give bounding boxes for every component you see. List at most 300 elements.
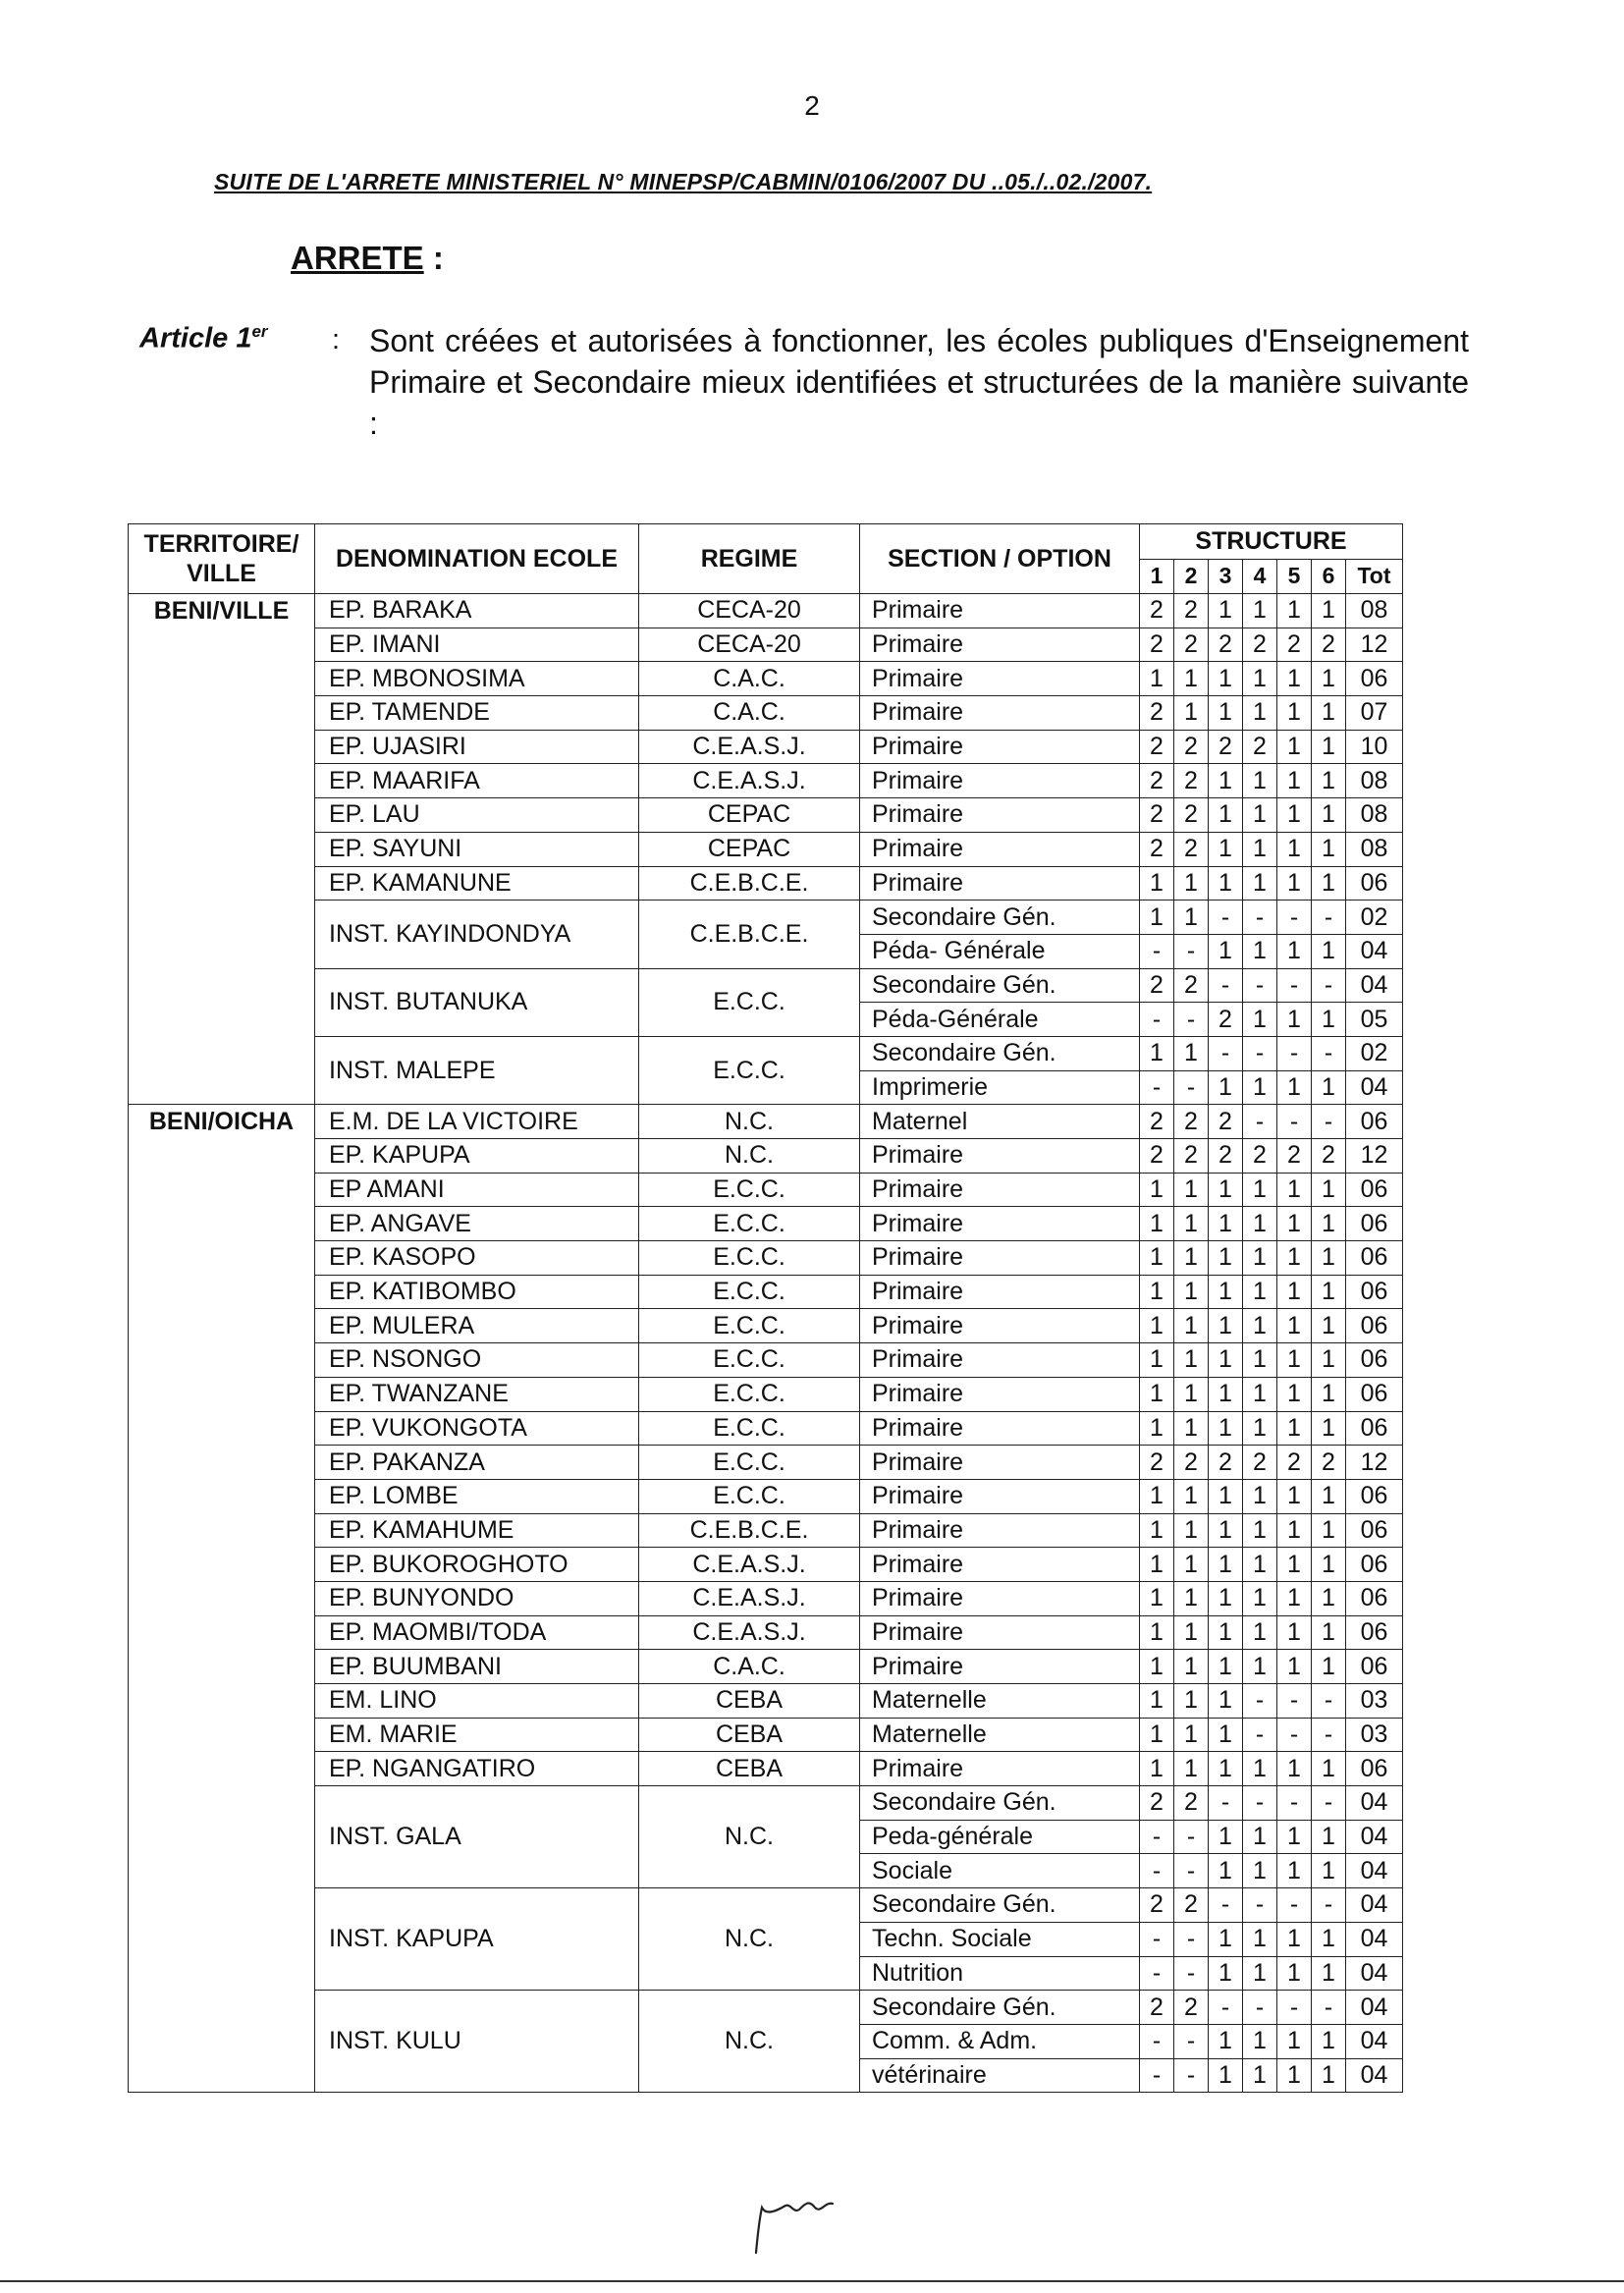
- structure-total: 08: [1346, 832, 1403, 866]
- structure-level-5: 1: [1277, 1820, 1312, 1854]
- table-row: [129, 1173, 1403, 1207]
- section-option: Primaire: [860, 594, 1140, 628]
- structure-level-1: 1: [1140, 1173, 1174, 1207]
- school-name: EP. MAARIFA: [315, 764, 639, 798]
- table-row: [129, 832, 1403, 866]
- structure-level-3: 1: [1209, 1615, 1243, 1650]
- school-regime: E.C.C.: [639, 1479, 860, 1513]
- table-row: [129, 866, 1403, 901]
- structure-level-1: 1: [1140, 1650, 1174, 1684]
- structure-level-2: 2: [1174, 594, 1209, 628]
- section-option: Primaire: [860, 1309, 1140, 1343]
- school-regime: E.C.C.: [639, 1377, 860, 1411]
- school-regime: C.E.A.S.J.: [639, 1581, 860, 1615]
- structure-level-4: 1: [1243, 1173, 1277, 1207]
- header-level-6: 6: [1312, 559, 1346, 594]
- structure-level-6: 1: [1312, 798, 1346, 833]
- section-option: Primaire: [860, 1446, 1140, 1480]
- structure-level-5: 1: [1277, 798, 1312, 833]
- structure-total: 06: [1346, 1650, 1403, 1684]
- structure-level-4: 1: [1243, 1820, 1277, 1854]
- section-option: Primaire: [860, 730, 1140, 764]
- school-name: EP. TAMENDE: [315, 696, 639, 731]
- structure-level-5: -: [1277, 1786, 1312, 1821]
- article-label-text: Article 1: [139, 322, 252, 355]
- structure-level-4: 1: [1243, 1854, 1277, 1888]
- structure-level-1: 2: [1140, 1888, 1174, 1923]
- school-regime: CEBA: [639, 1684, 860, 1719]
- structure-total: 04: [1346, 1956, 1403, 1991]
- school-name: EP. NGANGATIRO: [315, 1752, 639, 1786]
- section-option: Comm. & Adm.: [860, 2024, 1140, 2058]
- structure-level-5: 2: [1277, 1446, 1312, 1480]
- structure-level-1: -: [1140, 2024, 1174, 2058]
- structure-level-3: -: [1209, 901, 1243, 935]
- header-level-2: 2: [1174, 559, 1209, 594]
- structure-level-1: 2: [1140, 594, 1174, 628]
- structure-level-1: 2: [1140, 628, 1174, 662]
- structure-level-6: -: [1312, 1718, 1346, 1752]
- structure-level-3: -: [1209, 1888, 1243, 1923]
- structure-total: 02: [1346, 1036, 1403, 1070]
- structure-level-4: -: [1243, 1036, 1277, 1070]
- structure-level-6: 1: [1312, 1513, 1346, 1548]
- structure-level-5: 1: [1277, 1479, 1312, 1513]
- structure-level-6: 2: [1312, 1139, 1346, 1174]
- structure-level-5: -: [1277, 1991, 1312, 2025]
- structure-level-1: 1: [1140, 1752, 1174, 1786]
- arrete-heading: [291, 240, 444, 277]
- structure-level-4: -: [1243, 1991, 1277, 2025]
- section-option: Primaire: [860, 1377, 1140, 1411]
- school-name: EP. KAMAHUME: [315, 1513, 639, 1548]
- section-option: Primaire: [860, 1581, 1140, 1615]
- structure-level-1: -: [1140, 934, 1174, 968]
- structure-level-4: -: [1243, 1684, 1277, 1719]
- structure-level-5: 1: [1277, 1173, 1312, 1207]
- school-name: EP. IMANI: [315, 628, 639, 662]
- structure-level-1: 2: [1140, 1991, 1174, 2025]
- table-row: [129, 1207, 1403, 1241]
- structure-level-2: 1: [1174, 662, 1209, 696]
- structure-total: 04: [1346, 1820, 1403, 1854]
- section-option: Primaire: [860, 1275, 1140, 1309]
- structure-total: 08: [1346, 594, 1403, 628]
- school-name: EP. ANGAVE: [315, 1207, 639, 1241]
- header-total: Tot: [1346, 559, 1403, 594]
- header-structure: STRUCTURE: [1140, 524, 1403, 560]
- structure-level-2: 1: [1174, 1479, 1209, 1513]
- school-regime: E.C.C.: [639, 1309, 860, 1343]
- structure-total: 04: [1346, 968, 1403, 1003]
- structure-level-2: 2: [1174, 1105, 1209, 1139]
- table-row: [129, 1513, 1403, 1548]
- section-option: Maternel: [860, 1105, 1140, 1139]
- structure-total: 06: [1346, 1479, 1403, 1513]
- structure-level-5: -: [1277, 901, 1312, 935]
- structure-level-5: 1: [1277, 1752, 1312, 1786]
- structure-level-5: 1: [1277, 764, 1312, 798]
- structure-level-5: 1: [1277, 1411, 1312, 1446]
- structure-level-6: 1: [1312, 1854, 1346, 1888]
- structure-level-1: 2: [1140, 696, 1174, 731]
- structure-level-4: 1: [1243, 2058, 1277, 2093]
- structure-level-4: 1: [1243, 1343, 1277, 1378]
- school-regime: CEBA: [639, 1752, 860, 1786]
- structure-level-4: -: [1243, 1718, 1277, 1752]
- structure-level-6: 1: [1312, 1377, 1346, 1411]
- structure-total: 06: [1346, 1207, 1403, 1241]
- table-row: [129, 1241, 1403, 1276]
- structure-level-6: 1: [1312, 1275, 1346, 1309]
- section-option: Primaire: [860, 1207, 1140, 1241]
- structure-level-3: -: [1209, 1991, 1243, 2025]
- school-name: EP. LOMBE: [315, 1479, 639, 1513]
- structure-level-1: 1: [1140, 1241, 1174, 1276]
- structure-total: 06: [1346, 662, 1403, 696]
- arrete-title-text: ARRETE: [291, 240, 424, 276]
- table-row: [129, 798, 1403, 833]
- handwritten-signature: [746, 2192, 864, 2261]
- structure-level-4: 1: [1243, 1377, 1277, 1411]
- structure-total: 06: [1346, 1548, 1403, 1582]
- school-name: EP. MBONOSIMA: [315, 662, 639, 696]
- structure-level-5: -: [1277, 1036, 1312, 1070]
- structure-level-3: 1: [1209, 1275, 1243, 1309]
- structure-level-6: 1: [1312, 1207, 1346, 1241]
- structure-level-3: 1: [1209, 1070, 1243, 1105]
- structure-level-3: 2: [1209, 1139, 1243, 1174]
- structure-level-1: 1: [1140, 1207, 1174, 1241]
- structure-level-5: 1: [1277, 1343, 1312, 1378]
- structure-level-4: 1: [1243, 1650, 1277, 1684]
- structure-level-4: 1: [1243, 1752, 1277, 1786]
- structure-level-3: 1: [1209, 934, 1243, 968]
- arrete-colon: :: [423, 240, 444, 276]
- table-row: [129, 1446, 1403, 1480]
- structure-level-1: 1: [1140, 1309, 1174, 1343]
- article-colon: :: [332, 324, 341, 355]
- table-row: [129, 594, 1403, 628]
- section-option: Primaire: [860, 628, 1140, 662]
- structure-level-6: 1: [1312, 1070, 1346, 1105]
- structure-total: 06: [1346, 1411, 1403, 1446]
- structure-level-2: 2: [1174, 798, 1209, 833]
- school-regime: E.C.C.: [639, 1207, 860, 1241]
- structure-level-5: 1: [1277, 1207, 1312, 1241]
- structure-total: 04: [1346, 2058, 1403, 2093]
- table-row: [129, 1139, 1403, 1174]
- table-row: [129, 1275, 1403, 1309]
- structure-level-5: 1: [1277, 1615, 1312, 1650]
- structure-level-1: 1: [1140, 1411, 1174, 1446]
- structure-level-2: 1: [1174, 1581, 1209, 1615]
- school-name: EM. LINO: [315, 1684, 639, 1719]
- structure-level-5: 1: [1277, 1956, 1312, 1991]
- structure-level-3: -: [1209, 968, 1243, 1003]
- structure-level-5: 1: [1277, 2058, 1312, 2093]
- territory-cell: [129, 594, 315, 1105]
- structure-level-6: 1: [1312, 1922, 1346, 1956]
- structure-level-1: 1: [1140, 1513, 1174, 1548]
- structure-level-2: 1: [1174, 1684, 1209, 1719]
- section-option: Primaire: [860, 764, 1140, 798]
- structure-level-2: 2: [1174, 968, 1209, 1003]
- table-row: [129, 1309, 1403, 1343]
- structure-total: 04: [1346, 1786, 1403, 1821]
- structure-level-5: 1: [1277, 1309, 1312, 1343]
- structure-total: 10: [1346, 730, 1403, 764]
- school-regime: E.C.C.: [639, 1411, 860, 1446]
- school-regime: E.C.C.: [639, 1343, 860, 1378]
- structure-level-3: 1: [1209, 1650, 1243, 1684]
- decree-reference-header: SUITE DE L'ARRETE MINISTERIEL N° MINEPSP/CABMIN/0106/2007 DU ..05./..02./2007.: [214, 169, 1153, 194]
- structure-total: 04: [1346, 1070, 1403, 1105]
- structure-level-4: 2: [1243, 730, 1277, 764]
- structure-level-4: 1: [1243, 594, 1277, 628]
- structure-level-6: 1: [1312, 662, 1346, 696]
- section-option: Secondaire Gén.: [860, 901, 1140, 935]
- structure-level-4: -: [1243, 1888, 1277, 1923]
- article-body-text: Sont créées et autorisées à fonctionner, les écoles publiques d'Enseignement Primaire et Secondaire mieux identifiées et structurées de la manière suivante :: [369, 323, 1469, 441]
- school-regime: C.A.C.: [639, 696, 860, 731]
- article-label: [139, 322, 268, 355]
- structure-level-2: -: [1174, 1070, 1209, 1105]
- structure-level-1: 1: [1140, 1377, 1174, 1411]
- table-row: [129, 968, 1403, 1003]
- school-regime: C.E.A.S.J.: [639, 1548, 860, 1582]
- structure-level-6: -: [1312, 968, 1346, 1003]
- structure-level-3: 1: [1209, 832, 1243, 866]
- school-regime: C.E.B.C.E.: [639, 1513, 860, 1548]
- structure-level-5: 1: [1277, 730, 1312, 764]
- table-row: [129, 662, 1403, 696]
- structure-level-6: 1: [1312, 1820, 1346, 1854]
- structure-level-2: -: [1174, 1922, 1209, 1956]
- table-row: [129, 1105, 1403, 1139]
- table-row: [129, 1786, 1403, 1821]
- structure-level-2: 2: [1174, 764, 1209, 798]
- structure-level-3: 1: [1209, 1377, 1243, 1411]
- structure-total: 03: [1346, 1684, 1403, 1719]
- section-option: Imprimerie: [860, 1070, 1140, 1105]
- school-name: EP. BARAKA: [315, 594, 639, 628]
- structure-level-1: 1: [1140, 1479, 1174, 1513]
- section-option: Peda-générale: [860, 1820, 1140, 1854]
- structure-level-3: 1: [1209, 1207, 1243, 1241]
- section-option: Primaire: [860, 1173, 1140, 1207]
- header-level-4: 4: [1243, 559, 1277, 594]
- section-option: Primaire: [860, 866, 1140, 901]
- structure-level-6: 1: [1312, 832, 1346, 866]
- structure-level-2: 1: [1174, 1309, 1209, 1343]
- structure-level-4: -: [1243, 1105, 1277, 1139]
- structure-level-6: -: [1312, 901, 1346, 935]
- structure-level-6: 1: [1312, 1548, 1346, 1582]
- structure-level-3: 1: [1209, 1581, 1243, 1615]
- structure-level-3: -: [1209, 1786, 1243, 1821]
- structure-level-2: -: [1174, 1956, 1209, 1991]
- section-option: Primaire: [860, 1650, 1140, 1684]
- territory-name: BENI/OICHA: [148, 1108, 295, 1136]
- school-name: EP. BUKOROGHOTO: [315, 1548, 639, 1582]
- table-row: [129, 1650, 1403, 1684]
- structure-total: 06: [1346, 1241, 1403, 1276]
- structure-level-4: 1: [1243, 1309, 1277, 1343]
- structure-level-3: 1: [1209, 696, 1243, 731]
- structure-total: 06: [1346, 866, 1403, 901]
- structure-level-2: 1: [1174, 1343, 1209, 1378]
- structure-level-5: 1: [1277, 1581, 1312, 1615]
- school-name: EP. MULERA: [315, 1309, 639, 1343]
- structure-level-6: 1: [1312, 1411, 1346, 1446]
- structure-level-3: 2: [1209, 1003, 1243, 1037]
- structure-total: 04: [1346, 1922, 1403, 1956]
- structure-total: 08: [1346, 798, 1403, 833]
- structure-total: 03: [1346, 1718, 1403, 1752]
- structure-level-2: 2: [1174, 1888, 1209, 1923]
- section-option: Secondaire Gén.: [860, 1036, 1140, 1070]
- structure-level-3: 2: [1209, 1105, 1243, 1139]
- structure-level-3: 1: [1209, 1241, 1243, 1276]
- section-option: Maternelle: [860, 1718, 1140, 1752]
- structure-level-5: 2: [1277, 1139, 1312, 1174]
- structure-level-1: 1: [1140, 1581, 1174, 1615]
- structure-level-4: 2: [1243, 628, 1277, 662]
- structure-level-3: 1: [1209, 1956, 1243, 1991]
- table-row: [129, 1411, 1403, 1446]
- structure-total: 12: [1346, 628, 1403, 662]
- school-name: INST. MALEPE: [315, 1036, 639, 1104]
- structure-level-1: -: [1140, 1956, 1174, 1991]
- structure-level-5: 1: [1277, 696, 1312, 731]
- table-row: [129, 1991, 1403, 2025]
- school-name: INST. KAYINDONDYA: [315, 901, 639, 968]
- structure-level-5: -: [1277, 1888, 1312, 1923]
- structure-level-4: 1: [1243, 1411, 1277, 1446]
- structure-level-5: 1: [1277, 1548, 1312, 1582]
- table-row: [129, 1548, 1403, 1582]
- section-option: Primaire: [860, 1343, 1140, 1378]
- structure-level-5: -: [1277, 1718, 1312, 1752]
- table-row: [129, 1343, 1403, 1378]
- table-row: [129, 1718, 1403, 1752]
- structure-level-2: 1: [1174, 696, 1209, 731]
- school-regime: C.A.C.: [639, 1650, 860, 1684]
- structure-level-4: 1: [1243, 2024, 1277, 2058]
- section-option: Secondaire Gén.: [860, 968, 1140, 1003]
- structure-level-6: 1: [1312, 1615, 1346, 1650]
- table-row: [129, 901, 1403, 935]
- structure-level-6: 2: [1312, 1446, 1346, 1480]
- school-name: EP. KASOPO: [315, 1241, 639, 1276]
- structure-level-2: 1: [1174, 1718, 1209, 1752]
- structure-level-6: 1: [1312, 1752, 1346, 1786]
- structure-level-1: 2: [1140, 1105, 1174, 1139]
- structure-level-6: -: [1312, 1786, 1346, 1821]
- structure-level-2: 1: [1174, 1207, 1209, 1241]
- header-regime: REGIME: [639, 524, 860, 594]
- structure-level-2: 1: [1174, 1513, 1209, 1548]
- table-row: [129, 764, 1403, 798]
- section-option: Primaire: [860, 662, 1140, 696]
- structure-level-6: 1: [1312, 934, 1346, 968]
- structure-level-4: 1: [1243, 1581, 1277, 1615]
- school-regime: N.C.: [639, 1786, 860, 1888]
- structure-total: 02: [1346, 901, 1403, 935]
- structure-level-2: -: [1174, 1854, 1209, 1888]
- structure-total: 06: [1346, 1173, 1403, 1207]
- header-section-option: SECTION / OPTION: [860, 524, 1140, 594]
- structure-level-2: 1: [1174, 1615, 1209, 1650]
- school-regime: N.C.: [639, 1139, 860, 1174]
- structure-level-1: 1: [1140, 901, 1174, 935]
- structure-total: 05: [1346, 1003, 1403, 1037]
- table-row: [129, 1036, 1403, 1070]
- structure-level-3: 1: [1209, 1173, 1243, 1207]
- structure-level-4: -: [1243, 1786, 1277, 1821]
- structure-level-6: -: [1312, 1105, 1346, 1139]
- structure-level-2: 1: [1174, 1548, 1209, 1582]
- structure-level-5: 1: [1277, 1650, 1312, 1684]
- structure-level-3: 1: [1209, 866, 1243, 901]
- school-name: EP. LAU: [315, 798, 639, 833]
- school-regime: CECA-20: [639, 628, 860, 662]
- structure-level-2: 2: [1174, 730, 1209, 764]
- structure-level-6: 1: [1312, 1479, 1346, 1513]
- structure-level-1: 2: [1140, 1786, 1174, 1821]
- school-name: EM. MARIE: [315, 1718, 639, 1752]
- table-row: [129, 696, 1403, 731]
- structure-level-6: 1: [1312, 2058, 1346, 2093]
- structure-level-4: 1: [1243, 1070, 1277, 1105]
- structure-level-1: 1: [1140, 662, 1174, 696]
- structure-level-5: 2: [1277, 628, 1312, 662]
- structure-level-1: -: [1140, 1854, 1174, 1888]
- structure-level-1: 2: [1140, 798, 1174, 833]
- school-name: EP AMANI: [315, 1173, 639, 1207]
- structure-level-3: 1: [1209, 764, 1243, 798]
- structure-level-2: 2: [1174, 628, 1209, 662]
- structure-level-3: 1: [1209, 1820, 1243, 1854]
- school-regime: C.E.B.C.E.: [639, 866, 860, 901]
- structure-level-2: 1: [1174, 901, 1209, 935]
- school-regime: N.C.: [639, 1888, 860, 1991]
- section-option: Primaire: [860, 1241, 1140, 1276]
- structure-level-5: 1: [1277, 2024, 1312, 2058]
- structure-level-3: 1: [1209, 2058, 1243, 2093]
- structure-level-1: 2: [1140, 730, 1174, 764]
- structure-level-3: 2: [1209, 628, 1243, 662]
- school-regime: CECA-20: [639, 594, 860, 628]
- structure-level-4: -: [1243, 901, 1277, 935]
- table-row: [129, 1684, 1403, 1719]
- school-regime: E.C.C.: [639, 1241, 860, 1276]
- section-option: Primaire: [860, 798, 1140, 833]
- page-bottom-rule: [0, 2280, 1624, 2282]
- structure-level-5: 1: [1277, 934, 1312, 968]
- structure-level-4: 1: [1243, 662, 1277, 696]
- structure-level-1: -: [1140, 1003, 1174, 1037]
- structure-total: 06: [1346, 1105, 1403, 1139]
- section-option: Primaire: [860, 1548, 1140, 1582]
- structure-level-4: 1: [1243, 1548, 1277, 1582]
- school-regime: N.C.: [639, 1105, 860, 1139]
- structure-level-4: 1: [1243, 1003, 1277, 1037]
- structure-level-4: -: [1243, 968, 1277, 1003]
- section-option: Nutrition: [860, 1956, 1140, 1991]
- school-regime: E.C.C.: [639, 1446, 860, 1480]
